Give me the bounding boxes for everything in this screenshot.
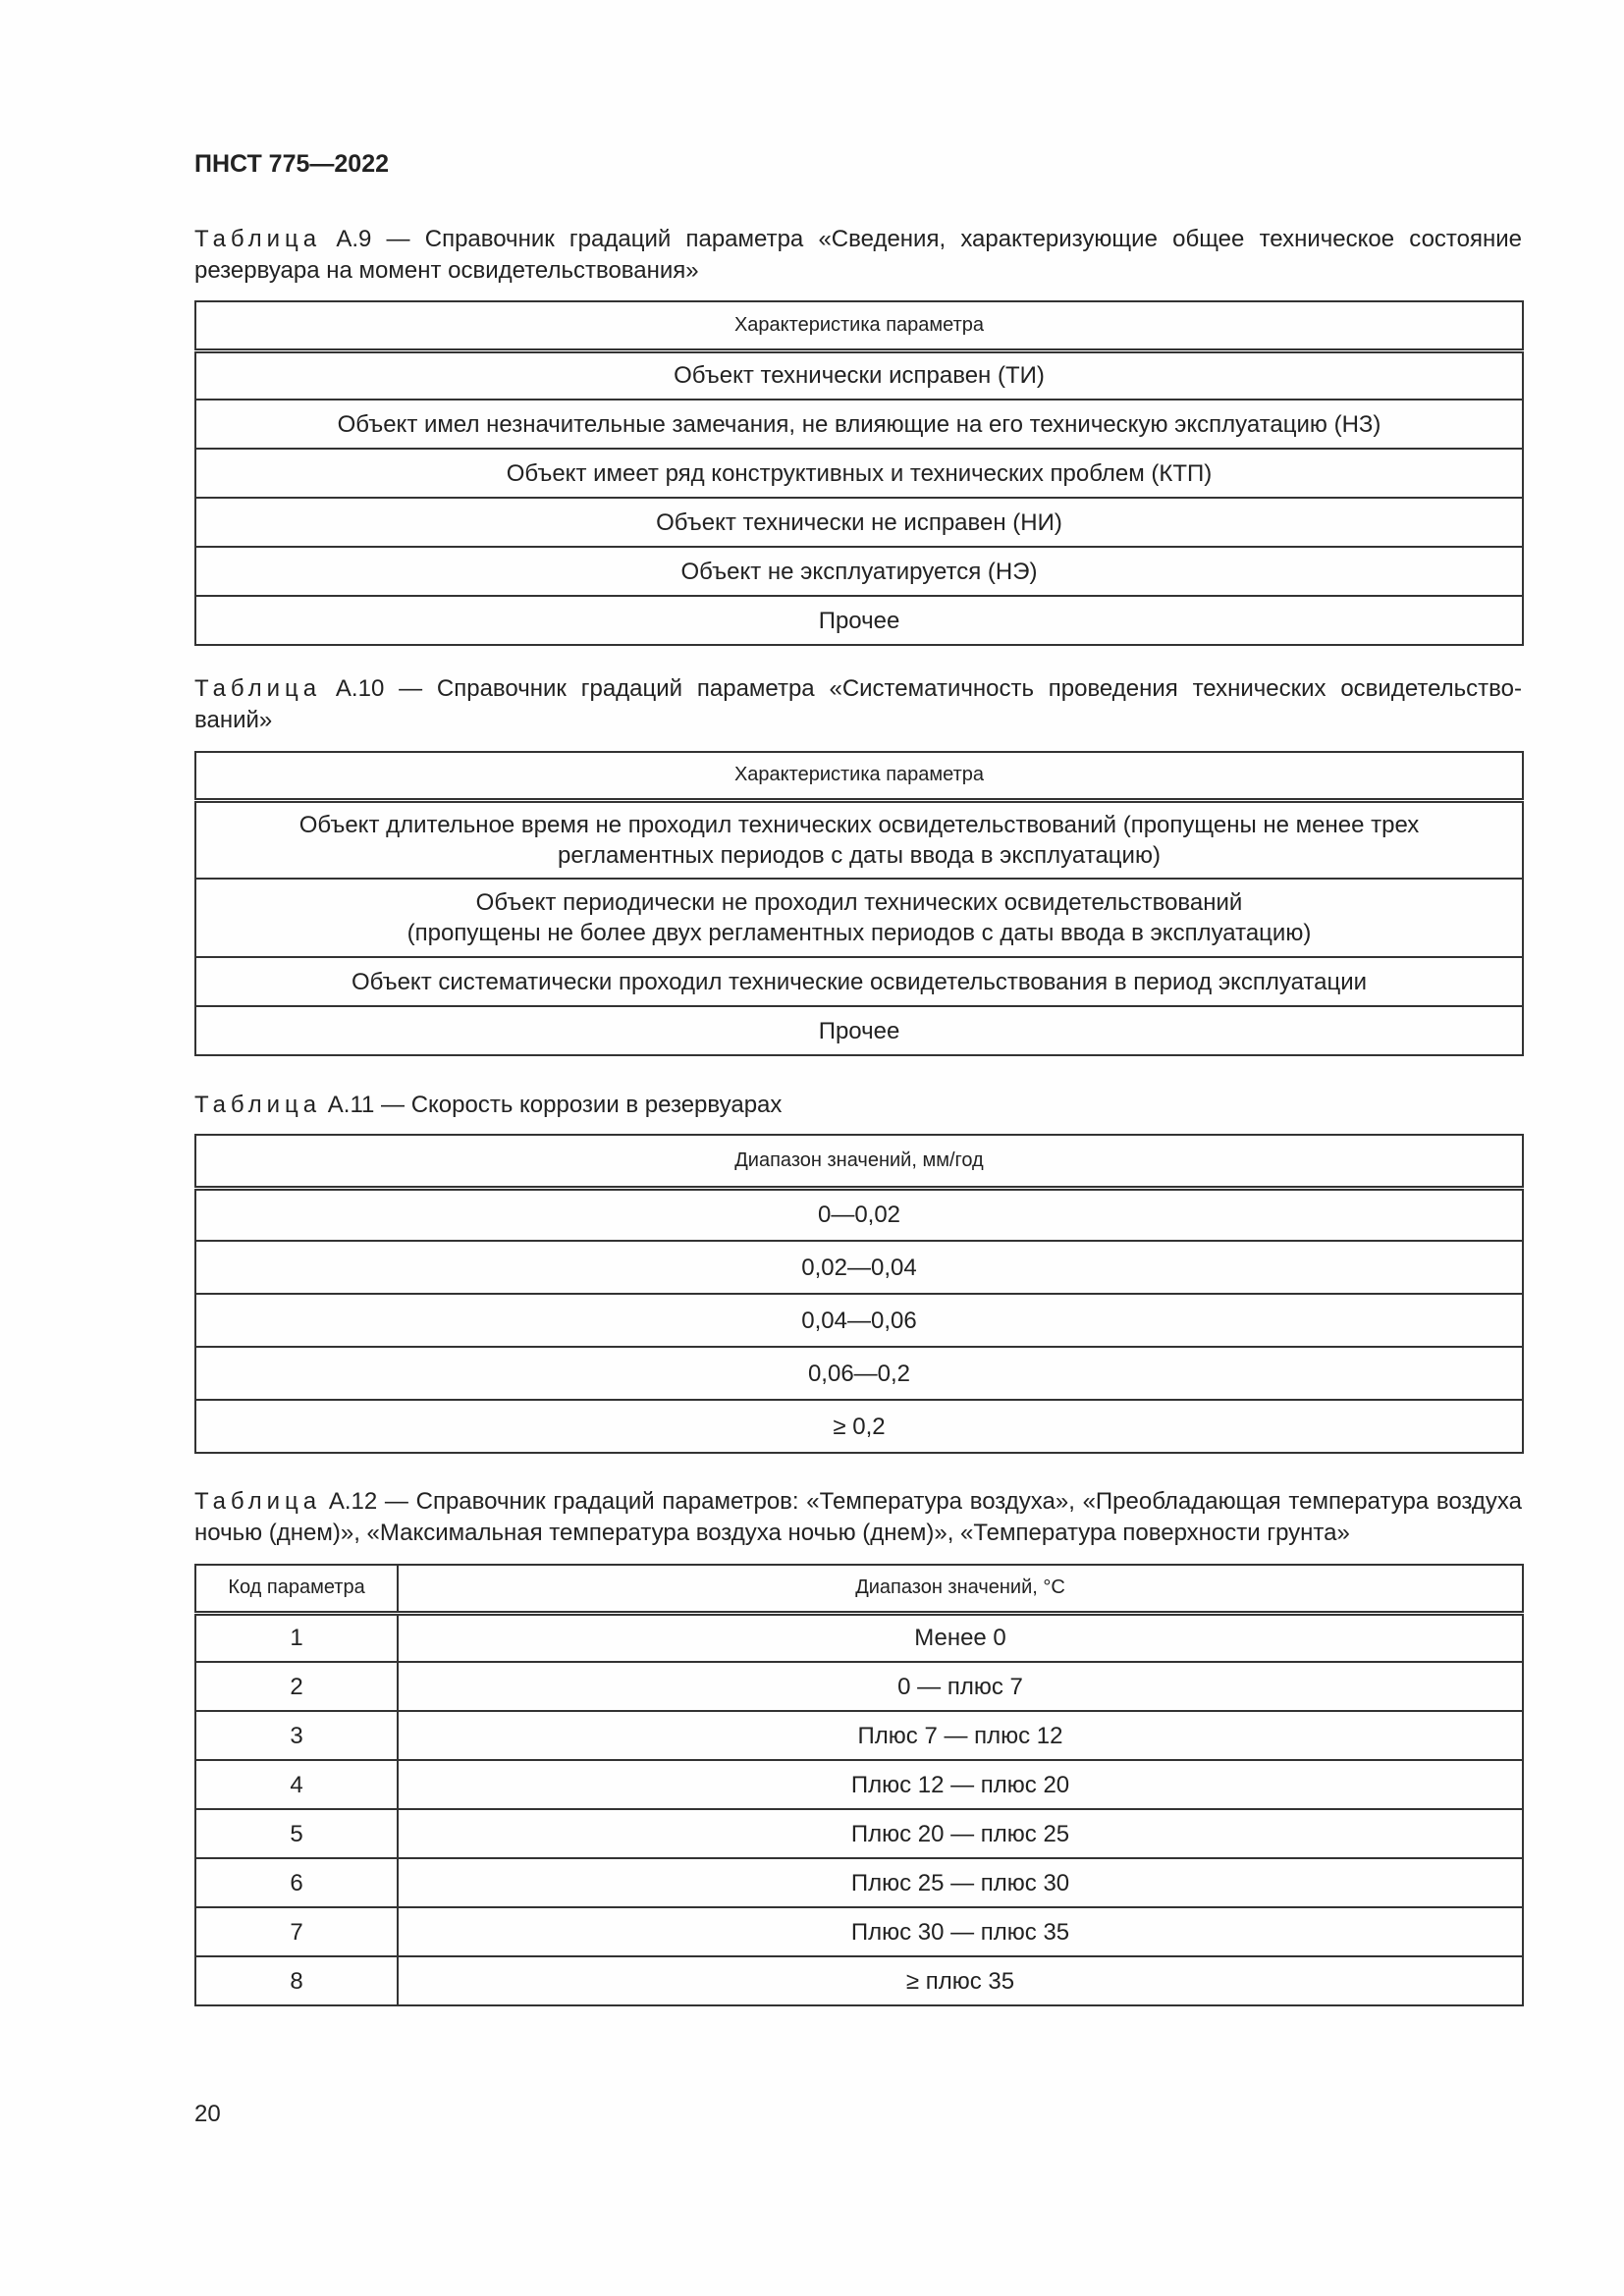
table-cell-range: Плюс 7 — плюс 12 <box>398 1711 1523 1760</box>
table-a10-caption <box>194 673 1522 736</box>
table-header: Характеристика параметра <box>195 301 1523 350</box>
table-cell: Прочее <box>195 596 1523 645</box>
table-cell: Объект имел незначительные замечания, не влияющие на его техническую эксплуатацию (НЗ) <box>195 400 1523 449</box>
table-cell: 0,02—0,04 <box>195 1241 1523 1294</box>
table-header: Характеристика параметра <box>195 752 1523 800</box>
table-cell: Объект технически исправен (ТИ) <box>195 350 1523 400</box>
table-a10 <box>194 751 1524 1056</box>
caption-text: А.9 — Справочник градаций параметра «Сведения, характеризующие общее техническое состояние резервуара на момент освидетельствования» <box>194 226 1522 284</box>
caption-text: А.11 — Скорость коррозии в резервуарах <box>327 1092 783 1118</box>
caption-word: Таблица <box>194 675 322 702</box>
table-header-range: Диапазон значений, °С <box>398 1565 1523 1613</box>
table-cell: Объект технически не исправен (НИ) <box>195 498 1523 547</box>
table-cell-range: Плюс 25 — плюс 30 <box>398 1858 1523 1907</box>
caption-text: А.12 — Справочник градаций параметров: «Температура воздуха», «Преобладающая температура воздуха ночью (днем)», «Максимальная температура воздуха ночью (днем)», «Температура поверхности грунта» <box>194 1488 1522 1546</box>
table-a11-caption <box>194 1090 1522 1121</box>
caption-word: Таблица <box>194 226 322 252</box>
table-cell-code: 7 <box>195 1907 398 1956</box>
table-cell-code: 1 <box>195 1613 398 1662</box>
table-cell-code: 8 <box>195 1956 398 2005</box>
table-cell: Объект имеет ряд конструктивных и технических проблем (КТП) <box>195 449 1523 498</box>
table-cell-range: Плюс 30 — плюс 35 <box>398 1907 1523 1956</box>
table-cell: Прочее <box>195 1006 1523 1055</box>
table-a12 <box>194 1564 1524 2006</box>
table-cell: Объект не эксплуатируется (НЭ) <box>195 547 1523 596</box>
table-cell-code: 4 <box>195 1760 398 1809</box>
table-a11 <box>194 1134 1524 1454</box>
document-code: ПНСТ 775—2022 <box>194 150 389 178</box>
table-cell: Объект систематически проходил технические освидетельствования в период эксплуатации <box>195 957 1523 1006</box>
table-cell-code: 5 <box>195 1809 398 1858</box>
table-header-code: Код параметра <box>195 1565 398 1613</box>
table-cell-range: Плюс 12 — плюс 20 <box>398 1760 1523 1809</box>
table-a9-caption <box>194 224 1522 287</box>
caption-word: Таблица <box>194 1092 322 1118</box>
page-number: 20 <box>194 2101 221 2127</box>
caption-word: Таблица <box>194 1488 322 1515</box>
table-cell: 0—0,02 <box>195 1188 1523 1241</box>
table-cell-range: 0 — плюс 7 <box>398 1662 1523 1711</box>
table-a9 <box>194 300 1524 646</box>
table-cell-code: 2 <box>195 1662 398 1711</box>
table-cell: Объект периодически не проходил технических освидетельствований (пропущены не более двух регламентных периодов с даты ввода в эксплуатацию) <box>195 879 1523 957</box>
table-a12-caption <box>194 1486 1522 1549</box>
caption-text: А.10 — Справочник градаций параметра «Систематичность проведения технических освидетельство-ваний» <box>194 675 1522 733</box>
table-cell-range: Плюс 20 — плюс 25 <box>398 1809 1523 1858</box>
table-cell-code: 6 <box>195 1858 398 1907</box>
table-cell: Объект длительное время не проходил технических освидетельствований (пропущены не менее трех регламентных периодов с даты ввода в эксплуатацию) <box>195 800 1523 879</box>
table-cell-code: 3 <box>195 1711 398 1760</box>
table-cell-range: Менее 0 <box>398 1613 1523 1662</box>
table-header: Диапазон значений, мм/год <box>195 1135 1523 1188</box>
table-cell-range: ≥ плюс 35 <box>398 1956 1523 2005</box>
table-cell: 0,04—0,06 <box>195 1294 1523 1347</box>
table-cell: ≥ 0,2 <box>195 1400 1523 1453</box>
table-cell: 0,06—0,2 <box>195 1347 1523 1400</box>
